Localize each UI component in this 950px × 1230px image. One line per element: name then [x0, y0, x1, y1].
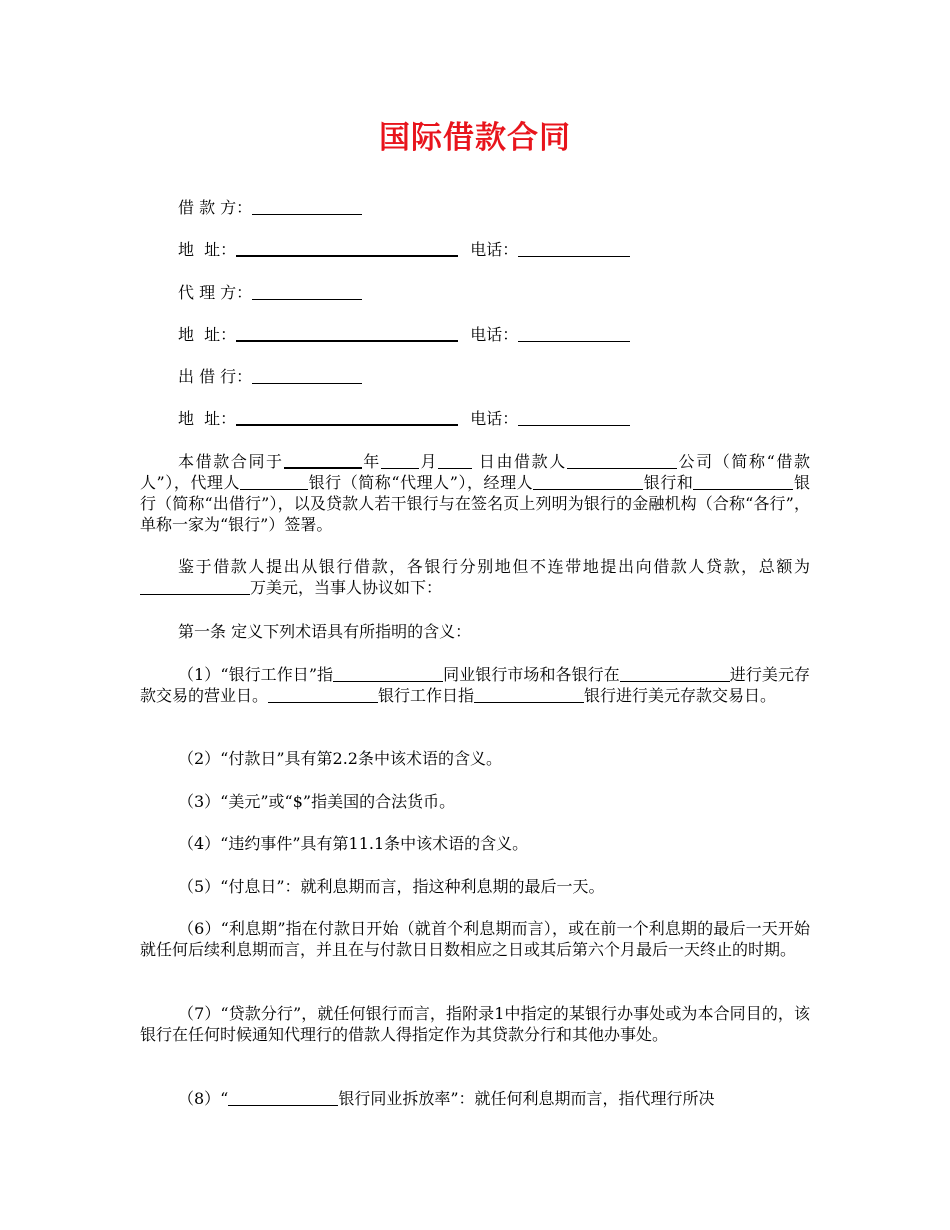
borrower-address-line — [178, 239, 630, 260]
intro-text: 本借款合同于 — [178, 452, 284, 471]
lender-label: 出 借 行： — [178, 367, 253, 386]
address-label: 地 址： — [178, 325, 237, 344]
phone-label: 电话： — [470, 409, 519, 428]
def1-text: 银行工作日指 — [378, 686, 475, 705]
def1-bank-blank[interactable] — [268, 686, 378, 703]
agent-name-blank[interactable] — [240, 473, 308, 490]
intro-text: 月 — [418, 452, 439, 471]
definition-8 — [140, 1088, 810, 1109]
date-day-blank[interactable] — [438, 452, 472, 469]
def1-text: 进行美元存款交易的营业日。 — [140, 665, 810, 705]
manager-name-blank[interactable] — [533, 473, 643, 490]
def8-text: （8）“ — [178, 1089, 229, 1108]
address-label: 地 址： — [178, 409, 237, 428]
article-1-heading: 第一条 定义下列术语具有所指明的含义： — [178, 622, 472, 641]
borrower-phone-blank[interactable] — [518, 240, 630, 257]
lender-phone-blank[interactable] — [518, 409, 630, 426]
document-title: 国际借款合同 — [379, 120, 571, 156]
def1-market-blank[interactable] — [333, 665, 443, 682]
agent-phone-blank[interactable] — [518, 325, 630, 342]
intro-text: 年 — [361, 452, 381, 471]
definition-4: （4）“违约事件”具有第11.1条中该术语的含义。 — [178, 834, 529, 853]
definition-2: （2）“付款日”具有第2.2条中该术语的含义。 — [178, 749, 502, 768]
intro-text: 银行和 — [643, 473, 694, 492]
total-amount-blank[interactable] — [140, 578, 250, 595]
lender-address-blank[interactable] — [236, 408, 458, 426]
agent-line — [178, 282, 362, 303]
borrower-name-blank[interactable] — [567, 452, 677, 469]
def1-location-blank[interactable] — [620, 665, 730, 682]
def1-bank2-blank[interactable] — [474, 686, 584, 703]
def1-text: 同业银行市场和各银行在 — [443, 665, 620, 684]
borrower-blank[interactable] — [252, 198, 362, 215]
date-month-blank[interactable] — [381, 452, 419, 469]
whereas-text: 鉴于借款人提出从银行借款，各银行分别地但不连带地提出向借款人贷款，总额为 — [178, 557, 810, 576]
intro-text: 公司（简称“借款人”），代理人 — [140, 452, 810, 492]
intro-paragraph — [140, 451, 810, 535]
def1-text: 银行进行美元存款交易日。 — [584, 686, 777, 705]
borrower-label: 借 款 方： — [178, 198, 253, 217]
definition-6: （6）“利息期”指在付款日开始（就首个利息期而言），或在前一个利息期的最后一天开始就任何后续利息期而言，并且在与付款日日数相应之日或其后第六个月最后一天终止的时期。 — [140, 919, 810, 959]
lender-bank-blank[interactable] — [693, 473, 793, 490]
definition-7: （7）“贷款分行”，就任何银行而言，指附录1中指定的某银行办事处或为本合同目的，该银行在任何时候通知代理行的借款人得指定作为其贷款分行和其他办事处。 — [140, 1004, 810, 1044]
definition-3: （3）“美元”或“$”指美国的合法货币。 — [178, 792, 456, 811]
def8-text: 银行同业拆放率”：就任何利息期而言，指代理行所决 — [338, 1089, 715, 1108]
whereas-paragraph — [140, 556, 810, 598]
borrower-line — [178, 197, 362, 218]
agent-label: 代 理 方： — [178, 283, 253, 302]
date-year-blank[interactable] — [284, 451, 362, 469]
agent-address-blank[interactable] — [236, 324, 458, 342]
lender-blank[interactable] — [252, 367, 362, 384]
intro-text: 银行（简称“代理人”），经理人 — [308, 473, 534, 492]
def1-text: （1）“银行工作日”指 — [178, 665, 334, 684]
address-label: 地 址： — [178, 240, 237, 259]
agent-address-line — [178, 324, 630, 345]
intro-text: 银行（简称“出借行”），以及贷款人若干银行与在签名页上列明为银行的金融机构（合称“各行”，单称一家为“银行”）签署。 — [140, 473, 810, 534]
lender-line — [178, 366, 362, 387]
lender-address-line — [178, 408, 630, 429]
phone-label: 电话： — [470, 325, 519, 344]
borrower-address-blank[interactable] — [236, 239, 458, 257]
def8-bank-blank[interactable] — [228, 1089, 338, 1106]
definition-1 — [140, 664, 810, 706]
whereas-text: 万美元，当事人协议如下： — [250, 578, 443, 597]
intro-text: 日由借款人 — [472, 452, 567, 471]
phone-label: 电话： — [470, 240, 519, 259]
definition-5: （5）“付息日”：就利息期而言，指这种利息期的最后一天。 — [178, 877, 605, 896]
agent-blank[interactable] — [252, 283, 362, 300]
